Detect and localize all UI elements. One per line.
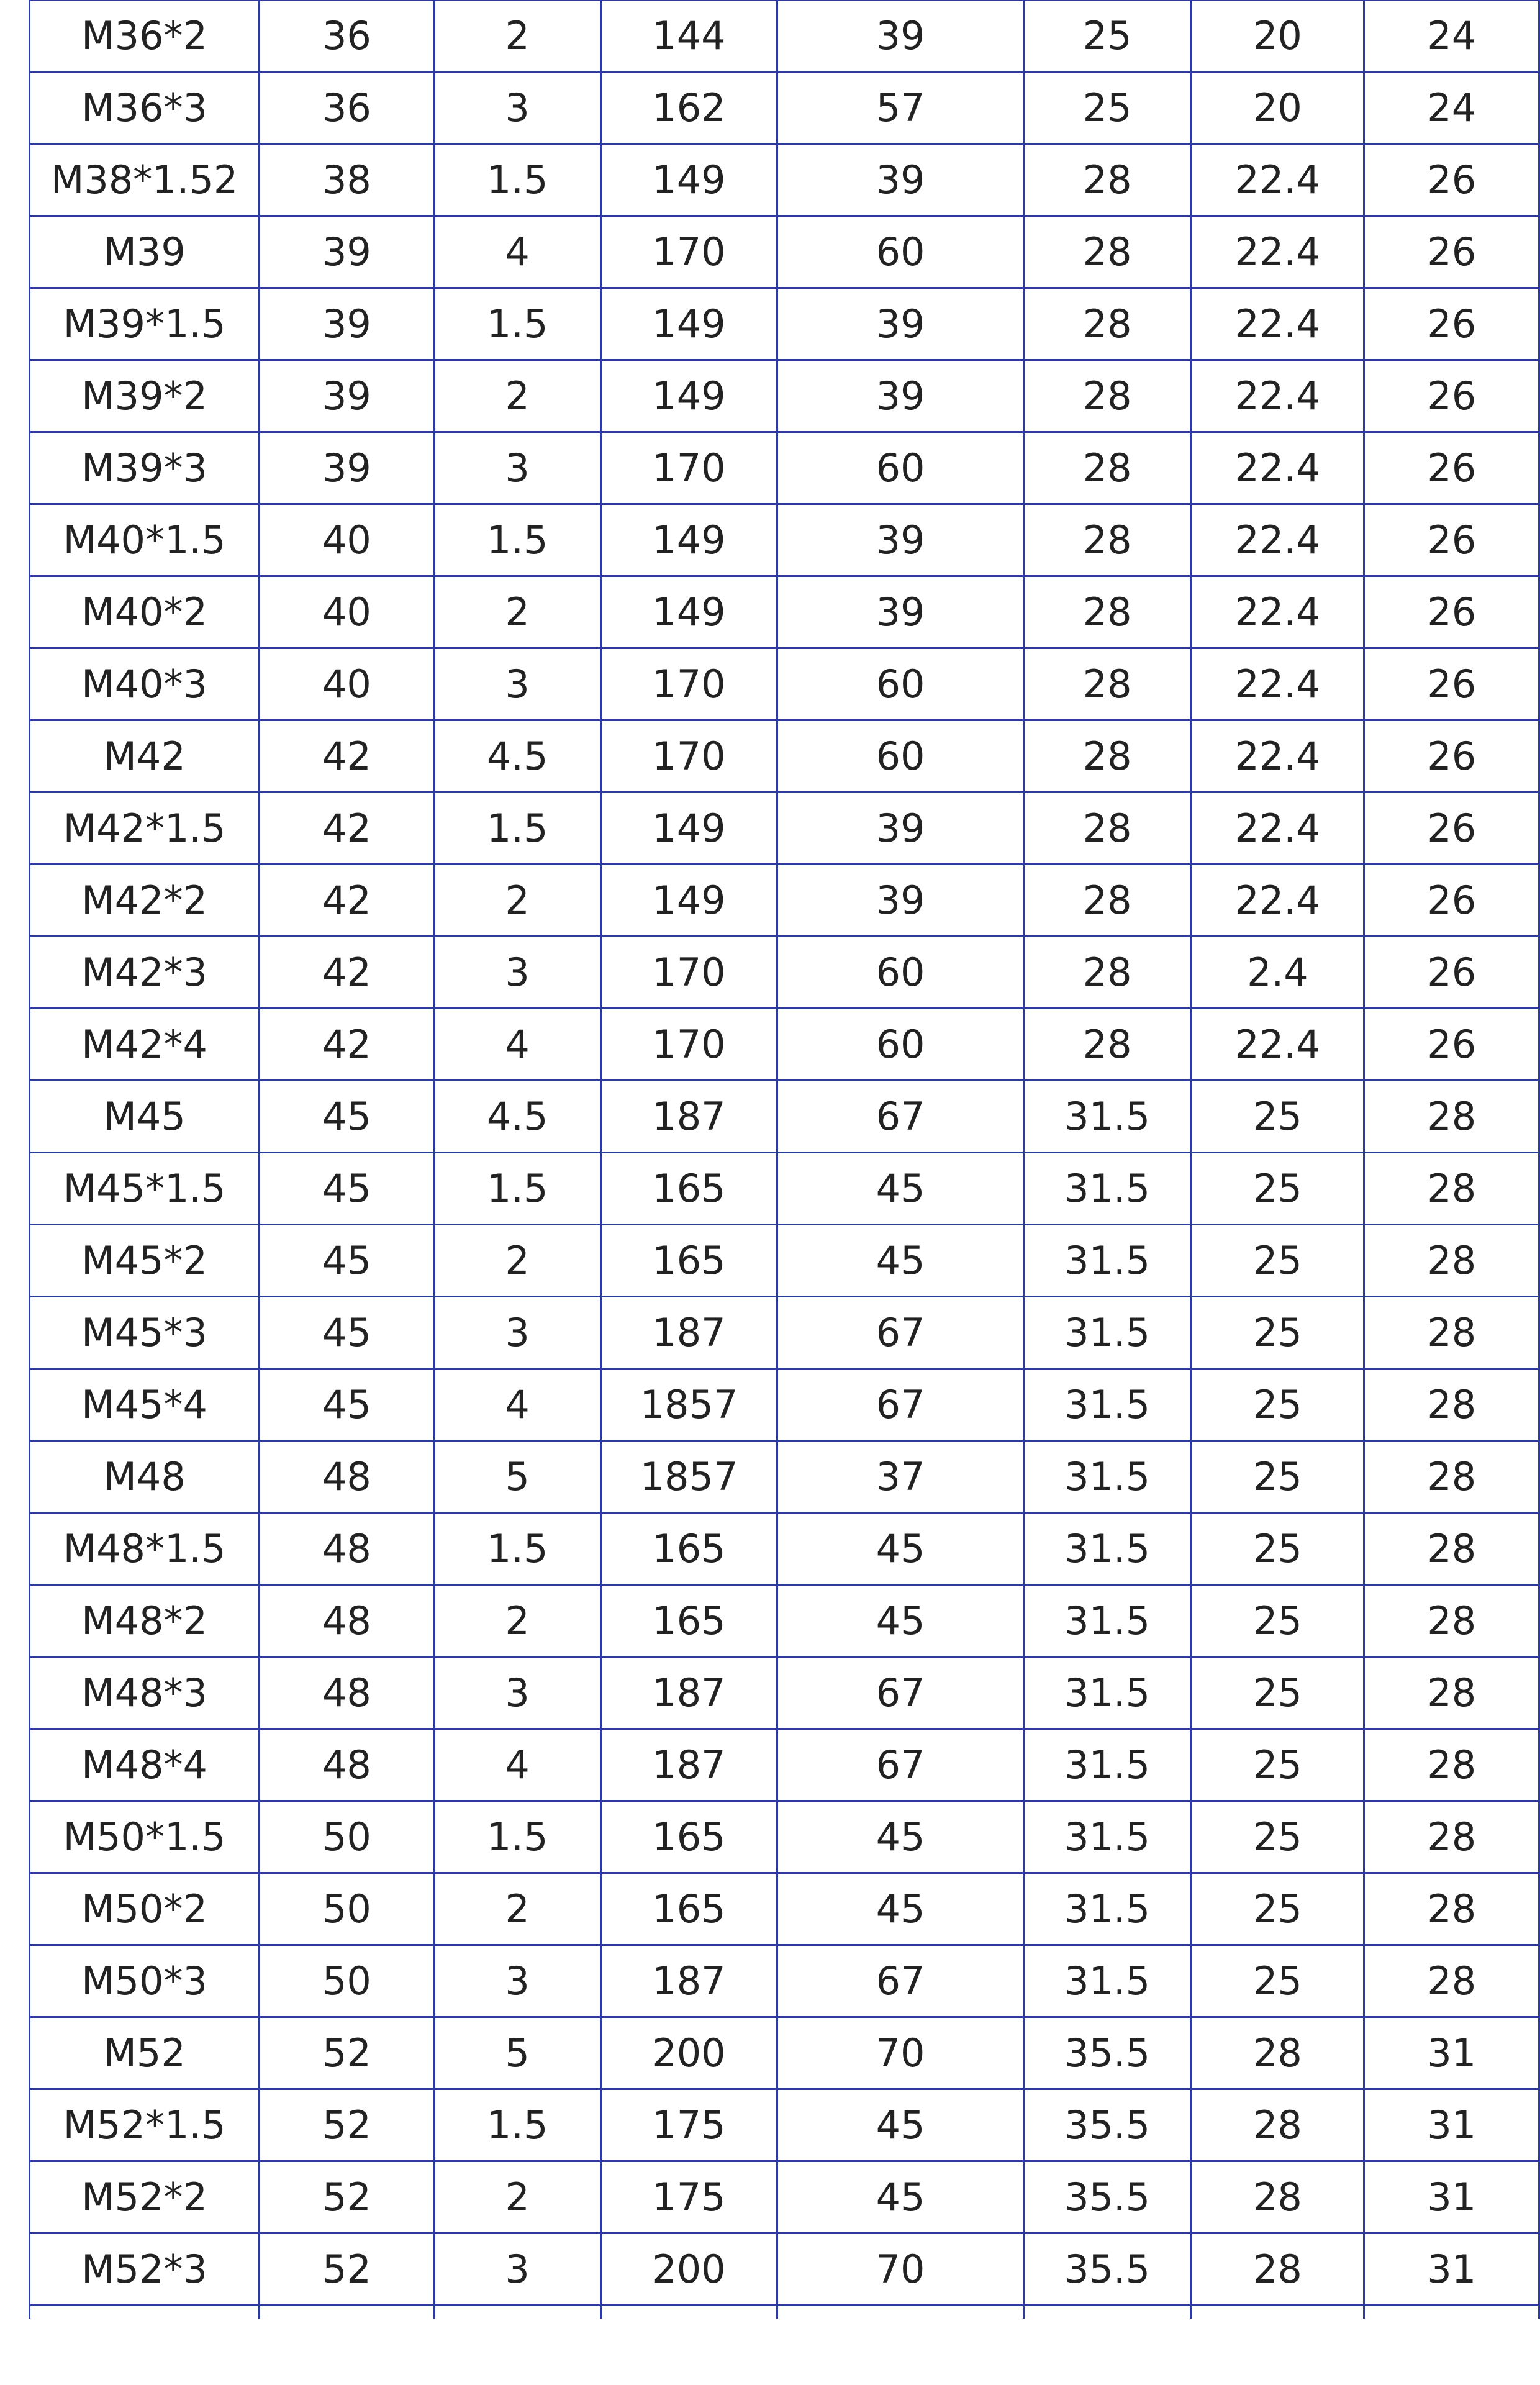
table-cell: 28: [1364, 1801, 1539, 1873]
table-cell: 39: [777, 504, 1024, 576]
table-cell: 31.5: [1023, 1585, 1191, 1657]
table-cell: 31.5: [1023, 1369, 1191, 1441]
table-row: [30, 937, 1539, 1009]
table-row: [30, 2233, 1539, 2306]
table-cell: 70: [777, 2017, 1024, 2089]
table-cell: 28: [1023, 865, 1191, 937]
table-cell: 1.5: [434, 288, 600, 360]
thread-size-cell: M52: [30, 2017, 260, 2089]
table-cell: 57: [777, 72, 1024, 144]
table-cell: 45: [777, 1585, 1024, 1657]
table-cell: 26: [1364, 937, 1539, 1009]
thread-size-cell: M39*3: [30, 432, 260, 504]
table-cell: 60: [777, 1009, 1024, 1081]
thread-size-cell: M39: [30, 216, 260, 288]
table-cell: 2: [434, 1873, 600, 1945]
table-cell: 165: [600, 1585, 777, 1657]
table-cell: 170: [600, 432, 777, 504]
table-cell: 28: [1191, 2161, 1364, 2233]
table-cell: 1857: [600, 1441, 777, 1513]
table-cell: 165: [600, 1873, 777, 1945]
table-cell: 60: [777, 432, 1024, 504]
table-cell: 39: [260, 216, 434, 288]
table-cell: 31.5: [1023, 1657, 1191, 1729]
thread-size-cell: M36*3: [30, 72, 260, 144]
table-cell: 4: [434, 1009, 600, 1081]
table-cell: 26: [1364, 576, 1539, 648]
table-row: [30, 144, 1539, 216]
table-cell: 3: [434, 1945, 600, 2017]
table-cell: 149: [600, 360, 777, 432]
table-row: [30, 1225, 1539, 1297]
table-row: [30, 1513, 1539, 1585]
table-cell: 1.5: [434, 793, 600, 865]
table-cell: 165: [600, 1513, 777, 1585]
table-cell: 31: [1364, 2017, 1539, 2089]
table-cell: 25: [1191, 1153, 1364, 1225]
table-cell: 165: [600, 1153, 777, 1225]
table-cell: 22.4: [1191, 648, 1364, 720]
thread-spec-table: [29, 0, 1540, 2319]
table-cell: 25: [1191, 1513, 1364, 1585]
table-cell: [1023, 2306, 1191, 2319]
table-cell: 20: [1191, 72, 1364, 144]
table-cell: 38: [260, 144, 434, 216]
table-cell: 28: [1364, 1297, 1539, 1369]
table-row: [30, 1009, 1539, 1081]
table-cell: 48: [260, 1585, 434, 1657]
table-cell: 48: [260, 1657, 434, 1729]
table-cell: 3: [434, 648, 600, 720]
table-cell: 39: [777, 288, 1024, 360]
thread-size-cell: M39*1.5: [30, 288, 260, 360]
table-cell: 42: [260, 937, 434, 1009]
table-cell: 26: [1364, 360, 1539, 432]
table-cell: 2: [434, 1585, 600, 1657]
table-cell: 31: [1364, 2233, 1539, 2306]
table-row: [30, 865, 1539, 937]
table-cell: 28: [1364, 1873, 1539, 1945]
thread-size-cell: M48*3: [30, 1657, 260, 1729]
table-row: [30, 0, 1539, 72]
table-cell: 39: [777, 144, 1024, 216]
table-cell: [600, 2306, 777, 2319]
thread-size-cell: M45*1.5: [30, 1153, 260, 1225]
thread-size-cell: M38*1.52: [30, 144, 260, 216]
table-cell: 1.5: [434, 504, 600, 576]
table-row: [30, 1873, 1539, 1945]
table-cell: [1364, 2306, 1539, 2319]
table-cell: 45: [777, 1873, 1024, 1945]
table-cell: 1.5: [434, 2089, 600, 2161]
table-cell: 45: [260, 1225, 434, 1297]
table-cell: 26: [1364, 1009, 1539, 1081]
table-row: [30, 2161, 1539, 2233]
table-cell: 50: [260, 1801, 434, 1873]
table-row: [30, 1153, 1539, 1225]
table-cell: 170: [600, 720, 777, 793]
table-cell: 22.4: [1191, 288, 1364, 360]
table-cell: 52: [260, 2089, 434, 2161]
table-cell: 67: [777, 1729, 1024, 1801]
table-cell: 4.5: [434, 1081, 600, 1153]
table-cell: 25: [1191, 1225, 1364, 1297]
table-cell: 1857: [600, 1369, 777, 1441]
table-cell: 200: [600, 2233, 777, 2306]
table-row: [30, 504, 1539, 576]
table-cell: 28: [1023, 360, 1191, 432]
table-cell: [1191, 2306, 1364, 2319]
table-cell: 1.5: [434, 144, 600, 216]
table-cell: 31.5: [1023, 1801, 1191, 1873]
table-cell: 28: [1191, 2017, 1364, 2089]
table-cell: 28: [1023, 288, 1191, 360]
table-cell: 165: [600, 1801, 777, 1873]
table-cell: 175: [600, 2161, 777, 2233]
table-row: [30, 2089, 1539, 2161]
table-cell: 22.4: [1191, 576, 1364, 648]
table-cell: 48: [260, 1513, 434, 1585]
table-cell: 28: [1023, 720, 1191, 793]
table-cell: 4: [434, 1729, 600, 1801]
table-cell: 2: [434, 0, 600, 72]
table-cell: 31.5: [1023, 1081, 1191, 1153]
thread-size-cell: M45: [30, 1081, 260, 1153]
table-cell: 25: [1191, 1441, 1364, 1513]
table-cell: 28: [1023, 216, 1191, 288]
table-cell: 67: [777, 1081, 1024, 1153]
table-cell: 187: [600, 1081, 777, 1153]
table-cell: 52: [260, 2233, 434, 2306]
table-cell: 25: [1191, 1729, 1364, 1801]
table-cell: 170: [600, 1009, 777, 1081]
table-cell: 28: [1364, 1225, 1539, 1297]
table-cell: 45: [777, 1153, 1024, 1225]
thread-size-cell: M42*3: [30, 937, 260, 1009]
table-cell: 2.4: [1191, 937, 1364, 1009]
table-cell: 25: [1191, 1657, 1364, 1729]
table-cell: 45: [260, 1081, 434, 1153]
table-row: [30, 360, 1539, 432]
table-cell: 35.5: [1023, 2161, 1191, 2233]
table-row: [30, 432, 1539, 504]
table-cell: [30, 2306, 260, 2319]
thread-size-cell: M36*2: [30, 0, 260, 72]
table-cell: 149: [600, 504, 777, 576]
table-cell: 170: [600, 648, 777, 720]
table-row: [30, 1369, 1539, 1441]
table-cell: 2: [434, 1225, 600, 1297]
table-cell: 24: [1364, 72, 1539, 144]
table-cell: 170: [600, 216, 777, 288]
table-cell: 45: [260, 1369, 434, 1441]
thread-size-cell: M40*3: [30, 648, 260, 720]
table-cell: 28: [1023, 144, 1191, 216]
table-cell: 24: [1364, 0, 1539, 72]
table-row: [30, 720, 1539, 793]
table-cell: 48: [260, 1441, 434, 1513]
table-cell: 162: [600, 72, 777, 144]
table-cell: 60: [777, 216, 1024, 288]
table-cell: 42: [260, 865, 434, 937]
table-cell: 48: [260, 1729, 434, 1801]
table-cell: 39: [777, 865, 1024, 937]
table-cell: 25: [1191, 1585, 1364, 1657]
table-cell: 149: [600, 793, 777, 865]
table-cell: 3: [434, 72, 600, 144]
table-cell: 22.4: [1191, 216, 1364, 288]
table-cell: 39: [777, 576, 1024, 648]
table-cell: 67: [777, 1945, 1024, 2017]
table-cell: 4: [434, 1369, 600, 1441]
table-cell: 31.5: [1023, 1225, 1191, 1297]
table-cell: 31: [1364, 2161, 1539, 2233]
table-cell: 187: [600, 1657, 777, 1729]
table-cell: 22.4: [1191, 720, 1364, 793]
table-row: [30, 216, 1539, 288]
table-cell: 39: [777, 793, 1024, 865]
table-cell: 28: [1191, 2233, 1364, 2306]
table-cell: 3: [434, 2233, 600, 2306]
table-row: [30, 72, 1539, 144]
table-row: [30, 1081, 1539, 1153]
table-cell: 26: [1364, 793, 1539, 865]
table-cell: 3: [434, 432, 600, 504]
table-cell: 35.5: [1023, 2233, 1191, 2306]
table-cell: 28: [1191, 2089, 1364, 2161]
table-row: [30, 1657, 1539, 1729]
table-cell: 187: [600, 1297, 777, 1369]
table-row: [30, 1297, 1539, 1369]
table-cell: 149: [600, 576, 777, 648]
table-cell: 52: [260, 2161, 434, 2233]
table-row: [30, 1945, 1539, 2017]
table-cell: 144: [600, 0, 777, 72]
table-cell: 28: [1023, 1009, 1191, 1081]
table-cell: 22.4: [1191, 793, 1364, 865]
thread-size-cell: M45*3: [30, 1297, 260, 1369]
table-row: [30, 1441, 1539, 1513]
table-cell: 26: [1364, 648, 1539, 720]
table-cell: 31.5: [1023, 1441, 1191, 1513]
table-cell: 52: [260, 2017, 434, 2089]
table-row: [30, 793, 1539, 865]
table-cell: 45: [777, 1801, 1024, 1873]
table-cell: 25: [1191, 1945, 1364, 2017]
table-cell: 45: [777, 1513, 1024, 1585]
table-cell: 28: [1364, 1369, 1539, 1441]
table-cell: 60: [777, 937, 1024, 1009]
thread-size-cell: M50*3: [30, 1945, 260, 2017]
table-cell: 149: [600, 288, 777, 360]
table-cell: [260, 2306, 434, 2319]
table-cell: 42: [260, 793, 434, 865]
table-cell: 200: [600, 2017, 777, 2089]
table-cell: 42: [260, 720, 434, 793]
table-cell: 60: [777, 648, 1024, 720]
thread-size-cell: M45*4: [30, 1369, 260, 1441]
table-cell: 165: [600, 1225, 777, 1297]
table-cell: 25: [1191, 1873, 1364, 1945]
table-cell: 45: [260, 1297, 434, 1369]
table-cell: 5: [434, 2017, 600, 2089]
table-cell: 39: [777, 0, 1024, 72]
table-cell: 22.4: [1191, 865, 1364, 937]
table-cell: 26: [1364, 720, 1539, 793]
table-cell: 170: [600, 937, 777, 1009]
table-cell: 22.4: [1191, 360, 1364, 432]
thread-size-cell: M52*1.5: [30, 2089, 260, 2161]
table-cell: 50: [260, 1945, 434, 2017]
table-cell: 25: [1191, 1369, 1364, 1441]
table-cell: 22.4: [1191, 432, 1364, 504]
table-cell: 187: [600, 1729, 777, 1801]
table-row: [30, 1729, 1539, 1801]
table-cell: 67: [777, 1657, 1024, 1729]
table-row: [30, 1801, 1539, 1873]
thread-size-cell: M42*1.5: [30, 793, 260, 865]
table-cell: 70: [777, 2233, 1024, 2306]
table-cell: 22.4: [1191, 1009, 1364, 1081]
table-row: [30, 648, 1539, 720]
table-cell: [777, 2306, 1024, 2319]
table-cell: 50: [260, 1873, 434, 1945]
thread-size-cell: M40*2: [30, 576, 260, 648]
table-cell: 22.4: [1191, 144, 1364, 216]
table-cell: 67: [777, 1369, 1024, 1441]
table-cell: 25: [1191, 1081, 1364, 1153]
table-cell: 31.5: [1023, 1513, 1191, 1585]
table-cell: 1.5: [434, 1801, 600, 1873]
thread-size-cell: M48*2: [30, 1585, 260, 1657]
thread-size-cell: M48*1.5: [30, 1513, 260, 1585]
thread-size-cell: M42*4: [30, 1009, 260, 1081]
table-cell: 25: [1191, 1297, 1364, 1369]
table-cell: 28: [1364, 1729, 1539, 1801]
table-cell: 3: [434, 1657, 600, 1729]
table-cell: 39: [260, 432, 434, 504]
table-cell: 35.5: [1023, 2017, 1191, 2089]
table-cell: 28: [1364, 1585, 1539, 1657]
table-row-partial: [30, 2306, 1539, 2319]
thread-size-cell: M48: [30, 1441, 260, 1513]
table-cell: 28: [1023, 648, 1191, 720]
table-cell: 45: [777, 2161, 1024, 2233]
table-cell: 22.4: [1191, 504, 1364, 576]
table-cell: 31.5: [1023, 1153, 1191, 1225]
table-row: [30, 288, 1539, 360]
thread-size-cell: M39*2: [30, 360, 260, 432]
table-cell: 28: [1364, 1513, 1539, 1585]
table-cell: 175: [600, 2089, 777, 2161]
table-cell: 26: [1364, 216, 1539, 288]
thread-size-cell: M42*2: [30, 865, 260, 937]
table-cell: 31.5: [1023, 1729, 1191, 1801]
table-cell: 36: [260, 72, 434, 144]
table-cell: 28: [1023, 432, 1191, 504]
table-cell: 4.5: [434, 720, 600, 793]
thread-size-cell: M42: [30, 720, 260, 793]
table-cell: 26: [1364, 865, 1539, 937]
thread-size-cell: M52*2: [30, 2161, 260, 2233]
table-cell: 28: [1364, 1153, 1539, 1225]
table-cell: 1.5: [434, 1513, 600, 1585]
table-cell: 3: [434, 1297, 600, 1369]
table-cell: 149: [600, 865, 777, 937]
table-cell: 2: [434, 360, 600, 432]
table-cell: 5: [434, 1441, 600, 1513]
table-cell: 36: [260, 0, 434, 72]
thread-size-cell: M40*1.5: [30, 504, 260, 576]
table-cell: 149: [600, 144, 777, 216]
table-cell: 45: [260, 1153, 434, 1225]
thread-size-cell: M50*2: [30, 1873, 260, 1945]
table-cell: 39: [260, 288, 434, 360]
table-body: [30, 0, 1539, 2319]
table-cell: 26: [1364, 432, 1539, 504]
table-cell: 31.5: [1023, 1945, 1191, 2017]
table-cell: 4: [434, 216, 600, 288]
table-row: [30, 1585, 1539, 1657]
table-cell: 67: [777, 1297, 1024, 1369]
table-cell: 20: [1191, 0, 1364, 72]
table-cell: 2: [434, 865, 600, 937]
table-cell: 25: [1023, 72, 1191, 144]
thread-size-cell: M48*4: [30, 1729, 260, 1801]
table-cell: 25: [1023, 0, 1191, 72]
table-cell: 2: [434, 2161, 600, 2233]
table-cell: 28: [1364, 1657, 1539, 1729]
table-row: [30, 2017, 1539, 2089]
table-cell: 26: [1364, 144, 1539, 216]
table-cell: 28: [1023, 576, 1191, 648]
table-cell: 45: [777, 2089, 1024, 2161]
table-cell: 28: [1023, 937, 1191, 1009]
table-cell: 45: [777, 1225, 1024, 1297]
table-cell: 39: [777, 360, 1024, 432]
table-cell: 37: [777, 1441, 1024, 1513]
table-cell: 35.5: [1023, 2089, 1191, 2161]
table-cell: 60: [777, 720, 1024, 793]
table-cell: [434, 2306, 600, 2319]
table-cell: 26: [1364, 504, 1539, 576]
table-cell: 28: [1023, 793, 1191, 865]
thread-size-cell: M50*1.5: [30, 1801, 260, 1873]
table-cell: 28: [1364, 1945, 1539, 2017]
table-cell: 187: [600, 1945, 777, 2017]
table-cell: 31.5: [1023, 1297, 1191, 1369]
table-cell: 25: [1191, 1801, 1364, 1873]
table-cell: 28: [1364, 1081, 1539, 1153]
table-cell: 39: [260, 360, 434, 432]
thread-size-cell: M45*2: [30, 1225, 260, 1297]
table-cell: 40: [260, 648, 434, 720]
table-cell: 31.5: [1023, 1873, 1191, 1945]
table-cell: 28: [1023, 504, 1191, 576]
table-row: [30, 576, 1539, 648]
table-cell: 3: [434, 937, 600, 1009]
table-cell: 31: [1364, 2089, 1539, 2161]
table-cell: 2: [434, 576, 600, 648]
table-cell: 40: [260, 504, 434, 576]
thread-size-cell: M52*3: [30, 2233, 260, 2306]
table-cell: 42: [260, 1009, 434, 1081]
table-cell: 26: [1364, 288, 1539, 360]
table-cell: 40: [260, 576, 434, 648]
table-cell: 28: [1364, 1441, 1539, 1513]
table-cell: 1.5: [434, 1153, 600, 1225]
